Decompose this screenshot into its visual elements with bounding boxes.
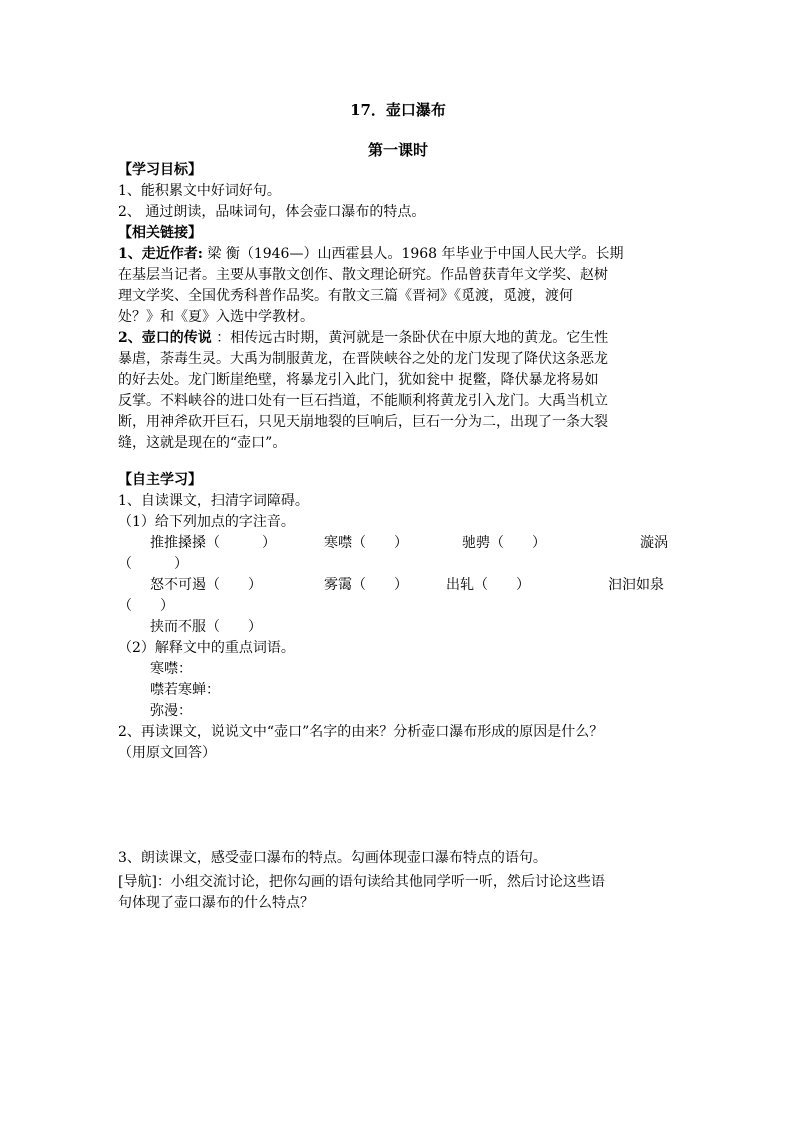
- pinyin-item: 寒噤（ ）: [324, 535, 408, 551]
- term-item: 噤若寒蝉：: [150, 682, 220, 698]
- question-1a: （1）给下列加点的字注音。: [118, 514, 295, 530]
- legend-text: ：相传远古时期，黄河就是一条卧伏在中原大地的黄龙。它生性: [211, 330, 609, 346]
- related-links-heading: 【相关链接】: [118, 225, 202, 241]
- pinyin-item: 推推搡搡（ ）: [150, 535, 276, 551]
- pinyin-item: 驰骋（ ）: [462, 535, 546, 551]
- self-study-section: [118, 470, 678, 764]
- goal-item: 2、 通过朗读，品味词句，体会壶口瀑布的特点。: [118, 204, 426, 220]
- legend-text: 断，用神斧砍开巨石，只见天崩地裂的巨响后，巨石一分为二，出现了一条大裂: [118, 414, 608, 430]
- pinyin-item-wrap: （ ）: [118, 598, 174, 614]
- term-item: 弥漫：: [150, 703, 192, 719]
- author-text: 梁 衡（1946—）山西霍县人。1968 年毕业于中国人民大学。长期: [202, 246, 624, 262]
- legend-label: 2、壶口的传说: [118, 330, 212, 346]
- pinyin-item: 雾霭（ ）: [324, 577, 408, 593]
- question-1: 1、自读课文，扫清字词障碍。: [118, 493, 309, 509]
- legend-text: 暴虐，荼毒生灵。大禹为制服黄龙，在晋陕峡谷之处的龙门发现了降伏这条恶龙: [118, 351, 608, 367]
- page-title: 17．壶口瀑布: [350, 101, 446, 119]
- pinyin-item: 漩涡: [640, 535, 668, 551]
- question-2-note: （用原文回答）: [118, 745, 216, 761]
- author-text: 处？》和《夏》入选中学教材。: [118, 309, 314, 325]
- self-study-heading: 【自主学习】: [118, 472, 202, 488]
- legend-text: 缝，这就是现在的“壶口”。: [118, 435, 287, 451]
- author-label: 1、走近作者:: [118, 246, 203, 262]
- question-2: 2、再读课文，说说文中“壶口”名字的由来？分析壶口瀑布形成的原因是什么？: [118, 724, 604, 740]
- question-3: 3、朗读课文，感受壶口瀑布的特点。勾画体现壶口瀑布特点的语句。: [118, 850, 547, 866]
- pinyin-item: 怒不可遏（ ）: [150, 577, 262, 593]
- legend-line: [118, 328, 678, 349]
- pinyin-item-wrap: （ ）: [118, 556, 188, 572]
- learning-goals-section: [118, 160, 678, 223]
- guide-text: 句体现了壶口瀑布的什么特点？: [118, 895, 314, 911]
- question-3-section: [118, 848, 678, 914]
- author-text: 在基层当记者。主要从事散文创作、散文理论研究。作品曾获青年文学奖、赵树: [118, 267, 608, 283]
- pinyin-row-2: [118, 575, 678, 596]
- pinyin-row-1: [118, 533, 678, 554]
- question-1b: （2）解释文中的重点词语。: [118, 640, 295, 656]
- legend-text: 反掌。不料峡谷的进口处有一巨石挡道，不能顺利将黄龙引入龙门。大禹当机立: [118, 393, 608, 409]
- related-links-section: [118, 223, 678, 454]
- pinyin-item: 汩汩如泉: [608, 577, 664, 593]
- legend-text: 的好去处。龙门断崖绝壁，将暴龙引入此门，犹如瓮中 捉鳖，降伏暴龙将易如: [118, 372, 599, 388]
- goal-item: 1、能积累文中好词好句。: [118, 183, 281, 199]
- pinyin-item: 出轧（ ）: [446, 577, 530, 593]
- term-item: 寒噤：: [150, 661, 192, 677]
- pinyin-item: 挟而不服（ ）: [150, 619, 262, 635]
- author-intro-line: [118, 244, 678, 265]
- guide-text: [导航]：小组交流讨论，把你勾画的语句读给其他同学听一听，然后讨论这些语: [118, 874, 605, 890]
- lesson-subtitle: 第一课时: [367, 141, 428, 159]
- author-text: 理文学奖、全国优秀科普作品奖。有散文三篇《晋祠》《觅渡，觅渡，渡何: [118, 288, 573, 304]
- learning-goals-heading: 【学习目标】: [118, 162, 202, 178]
